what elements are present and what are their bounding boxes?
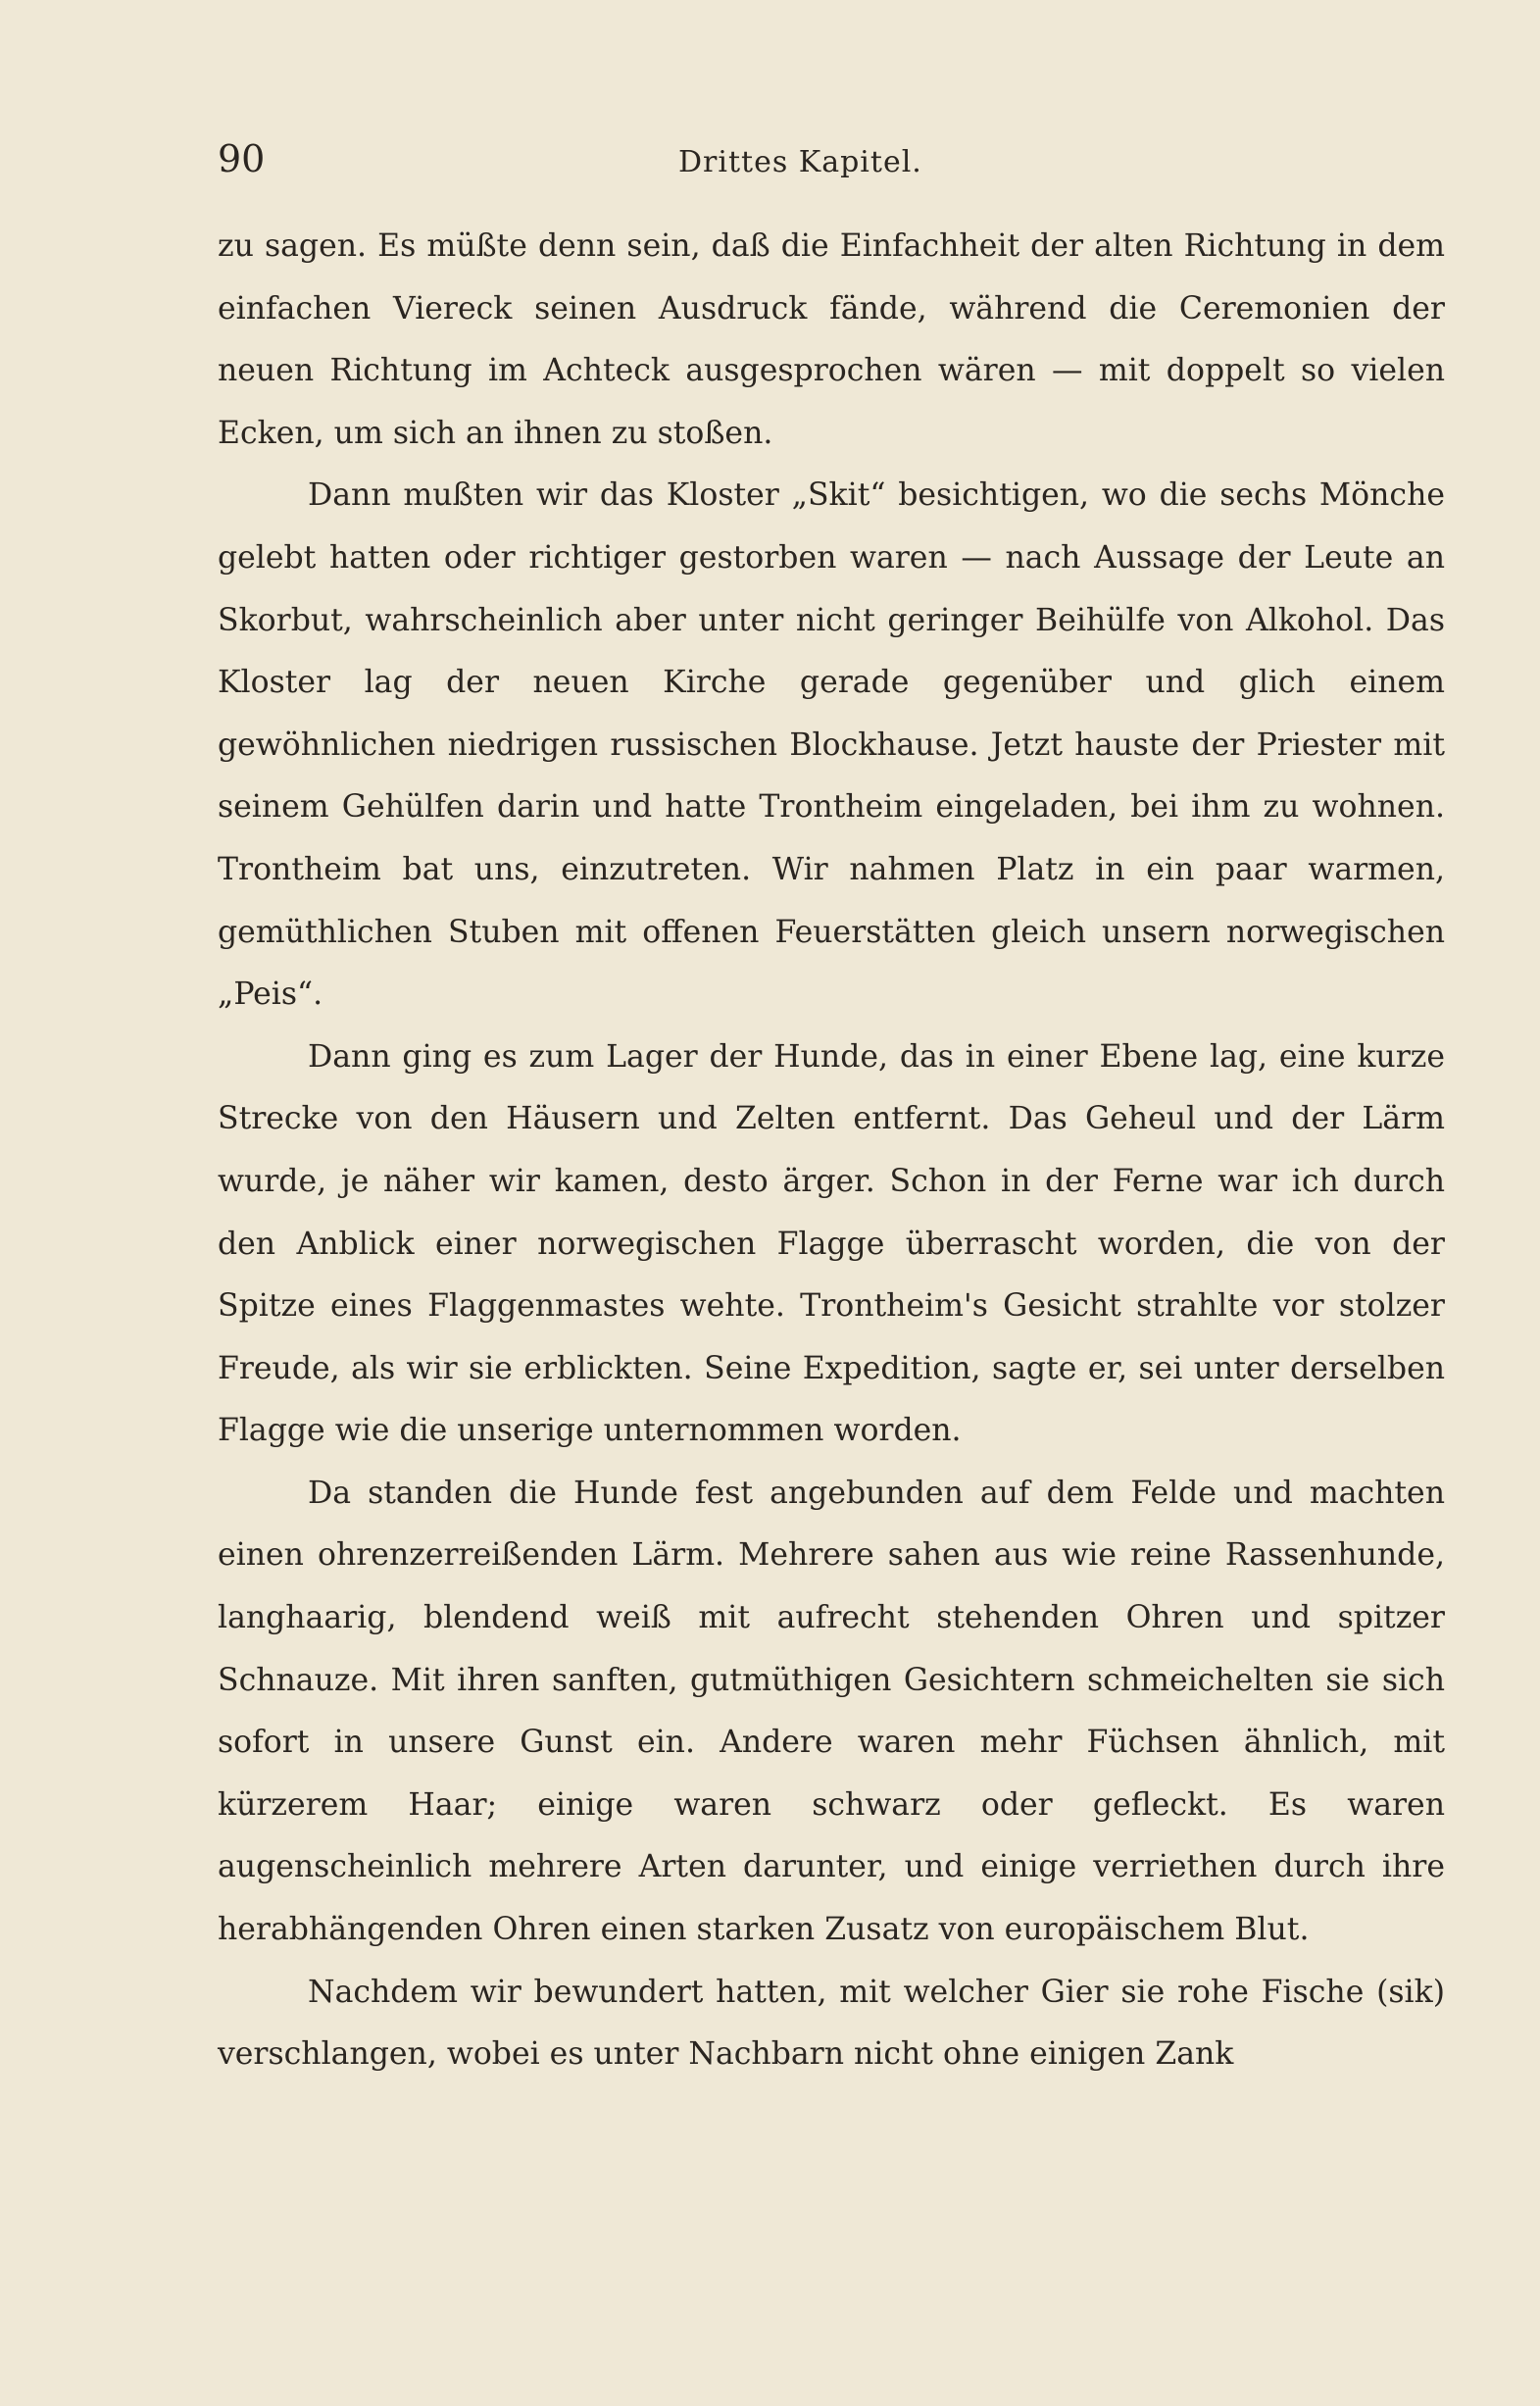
running-head (218, 137, 1446, 190)
paragraph-4: Da standen die Hunde fest angebunden auf dem Felde und machten einen ohrenzerreißenden Lärm. Mehrere sahen aus wie reine Rassenhunde, langhaarig, blendend weiß mit aufrecht stehenden Ohren und spitzer Schnauze. Mit ihren sanften, gutmüthigen Gesichtern schmeichelten sie sich sofort in unsere Gunst ein. Andere waren mehr Füchsen ähnlich, mit kürzerem Haar; einige waren schwarz oder gefleckt. Es waren augenscheinlich mehrere Arten darunter, und einige verriethen durch ihre herabhängenden Ohren einen starken Zusatz von europäischem Blut. (218, 1475, 1445, 1948)
body-text (218, 216, 1445, 2086)
page-number: 90 (218, 137, 266, 180)
chapter-title: Drittes Kapitel. (678, 145, 922, 179)
paragraph-2: Dann mußten wir das Kloster „Skit“ besichtigen, wo die sechs Mönche gelebt hatten oder richtiger gestorben waren — nach Aussage der Leute an Skorbut, wahrscheinlich aber unter nicht geringer Beihülfe von Alkohol. Das Kloster lag der neuen Kirche gerade gegenüber und glich einem gewöhnlichen niedrigen russischen Blockhause. Jetzt hauste der Priester mit seinem Gehülfen darin und hatte Trontheim eingeladen, bei ihm zu wohnen. Trontheim bat uns, einzutreten. Wir nahmen Platz in ein paar warmen, gemüthlichen Stuben mit offenen Feuerstätten gleich unsern norwegischen „Peis“. (218, 477, 1445, 1013)
paragraph-3: Dann ging es zum Lager der Hunde, das in einer Ebene lag, eine kurze Strecke von den Häusern und Zelten entfernt. Das Geheul und der Lärm wurde, je näher wir kamen, desto ärger. Schon in der Ferne war ich durch den Anblick einer norwegischen Flagge überrascht worden, die von der Spitze eines Flaggenmastes wehte. Trontheim's Gesicht strahlte vor stolzer Freude, als wir sie erblickten. Seine Expedition, sagte er, sei unter derselben Flagge wie die unserige unternommen worden. (218, 1038, 1445, 1449)
paragraph-5: Nachdem wir bewundert hatten, mit welcher Gier sie rohe Fische (sik) verschlangen, wobei es unter Nachbarn nicht ohne einigen Zank (218, 1974, 1445, 2073)
paragraph-1: zu sagen. Es müßte denn sein, daß die Einfachheit der alten Richtung in dem einfachen Viereck seinen Ausdruck fände, während die Ceremonien der neuen Richtung im Achteck ausgesprochen wären — mit doppelt so vielen Ecken, um sich an ihnen zu stoßen. (218, 228, 1445, 451)
